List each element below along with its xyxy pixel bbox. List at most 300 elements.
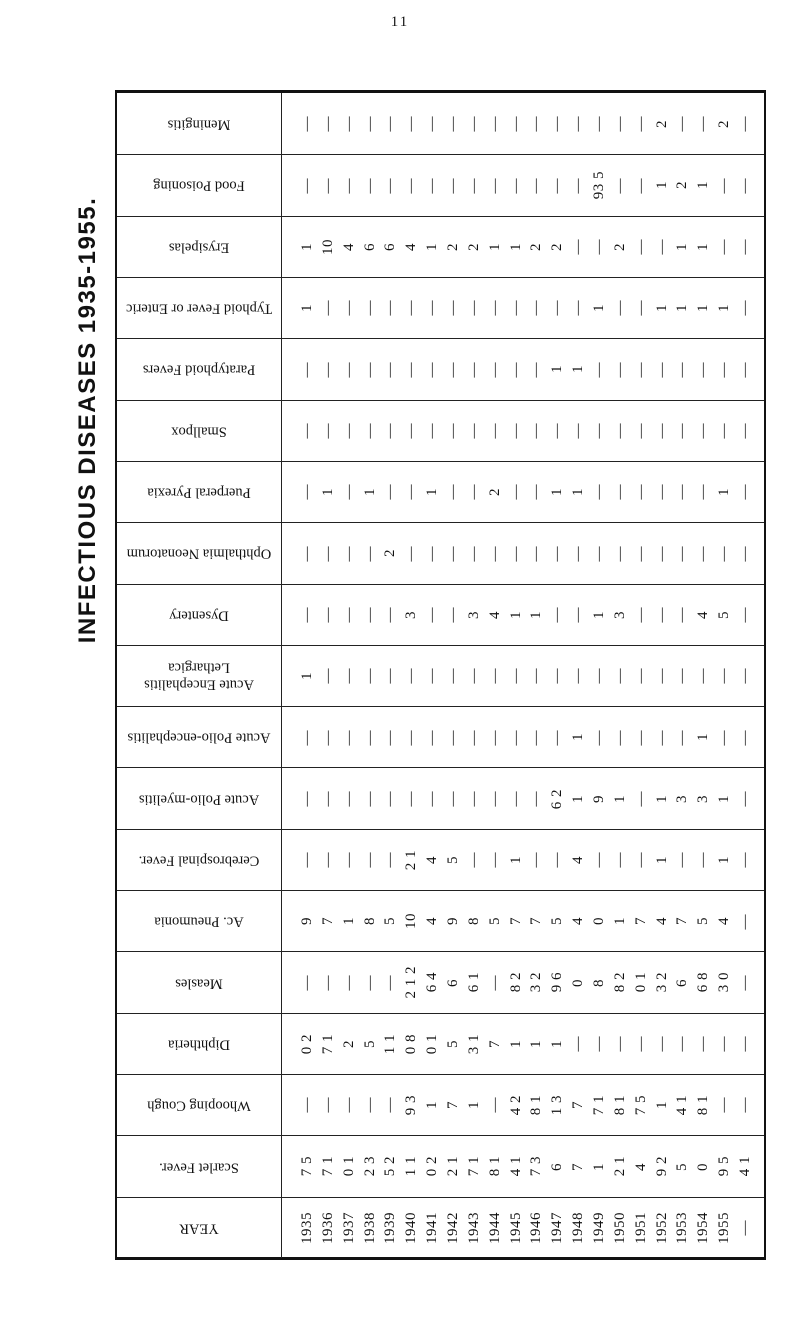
row-header [117,830,282,890]
row-cells [297,523,756,583]
table-cell [569,93,589,154]
table-cell [736,1198,756,1258]
table-cell [423,155,443,215]
row-header [117,93,282,154]
table-cell [402,768,422,828]
table-cell [464,217,484,277]
table-cell [610,646,630,706]
cell-value: — [716,1097,733,1113]
table-cell [339,217,359,277]
table-cell [339,768,359,828]
cell-value: — [695,115,712,132]
cell-value: — [549,422,566,439]
table-cell [464,768,484,828]
cell-value: 2 [486,488,503,497]
table-cell [485,278,505,338]
table-cell [736,707,756,767]
table-cell [443,217,463,277]
cell-value: 7 [674,917,691,926]
cell-value: — [591,1036,608,1052]
cell-value: — [611,1036,628,1052]
table-cell [339,830,359,890]
table-cell [464,462,484,522]
cell-value: 1939 [382,1211,399,1244]
table-cell [736,830,756,890]
cell-value: 9 3 [403,1095,420,1116]
cell-value: 6 [382,242,399,251]
table-cell [673,891,693,951]
cell-value: — [591,484,608,500]
table-cell [297,401,317,461]
row-header [117,585,282,645]
table-cell [485,952,505,1012]
table-cell [381,1075,401,1135]
row-header-label: Food Poisoning [153,177,245,194]
table-cell [443,1136,463,1196]
table-cell [610,768,630,828]
row-header [117,891,282,951]
cell-value: — [632,545,649,562]
cell-value: — [319,852,336,868]
cell-value: — [632,361,649,378]
cell-value: 4 [570,917,587,926]
row-cells [297,768,756,828]
cell-value: 2 1 [444,1156,461,1177]
table-cell [464,1014,484,1074]
cell-value: 1936 [319,1211,336,1244]
table-cell [631,707,651,767]
table-cell [527,1198,547,1258]
table-cell [318,585,338,645]
table-cell [569,523,589,583]
cell-value: 10 [319,238,336,255]
table-cell [736,278,756,338]
table-cell [485,891,505,951]
row-header-label: Meningitis [167,115,231,132]
table-cell [694,339,714,399]
cell-value: — [549,545,566,562]
table-cell [715,891,735,951]
cell-value: — [403,361,420,378]
cell-value: — [361,790,378,807]
table-cell [402,401,422,461]
row-header-label: Paratyphoid Fevers [142,361,256,378]
table-cell [736,1014,756,1074]
cell-value: — [465,790,482,807]
table-cell [318,952,338,1012]
cell-value: 1 [298,242,315,251]
cell-value: — [591,361,608,378]
row-cells [297,646,756,706]
cell-value: 1 [549,1039,566,1048]
cell-value: — [611,300,628,316]
cell-value: — [340,729,357,746]
row-header-label: Erysipelas [168,239,230,256]
cell-value: 3 2 [653,972,670,993]
table-cell [485,830,505,890]
cell-value: 5 [444,855,461,864]
table-cell [402,523,422,583]
cell-value: — [570,545,587,562]
table-cell [485,646,505,706]
table-cell [590,585,610,645]
cell-value: 8 1 [528,1095,545,1116]
table-cell [694,1136,714,1196]
cell-value: — [382,115,399,132]
table-cell [464,830,484,890]
table-cell [297,1075,317,1135]
table-cell [569,952,589,1012]
table-cell [673,830,693,890]
cell-value: 8 [361,917,378,926]
cell-value: 1 [611,794,628,803]
table-cell [443,1075,463,1135]
cell-value: — [695,668,712,684]
table-cell [506,1198,526,1258]
cell-value: — [570,422,587,439]
table-row [117,1013,764,1074]
cell-value: — [382,361,399,378]
table-cell [694,523,714,583]
cell-value: 8 2 [611,972,628,993]
table-cell [381,339,401,399]
cell-value: — [632,852,649,868]
table-cell [527,891,547,951]
cell-value: 4 2 [507,1095,524,1116]
cell-value: 1 [716,304,733,313]
cell-value: — [340,422,357,439]
cell-value: 5 [549,917,566,926]
cell-value: 3 [695,794,712,803]
cell-value: — [465,361,482,378]
table-cell [715,768,735,828]
table-cell [423,1075,443,1135]
cell-value: 2 [382,549,399,558]
table-cell [464,891,484,951]
table-cell [652,585,672,645]
cell-value: — [591,115,608,132]
row-header [117,1198,282,1258]
cell-value: 8 [591,978,608,987]
cell-value: — [507,790,524,807]
cell-value: — [653,545,670,562]
table-cell [527,155,547,215]
table-cell [631,1198,651,1258]
table-cell [631,217,651,277]
table-cell [694,952,714,1012]
row-header-label: Smallpox [171,423,227,440]
table-cell [736,646,756,706]
cell-value: 9 [591,794,608,803]
cell-value: — [361,729,378,746]
table-cell [694,830,714,890]
cell-value: — [737,300,754,316]
table-cell [715,1014,735,1074]
cell-value: — [340,668,357,684]
cell-value: — [319,668,336,684]
table-cell [527,707,547,767]
table-cell [485,1075,505,1135]
cell-value: — [403,484,420,500]
row-header-label: Ophthalmia Neonatorum [126,545,272,562]
cell-value: 6 [361,242,378,251]
row-header [117,339,282,399]
table-cell [569,768,589,828]
table-cell [402,93,422,154]
cell-value: — [674,545,691,562]
table-cell [360,155,380,215]
table-cell [297,952,317,1012]
cell-value: 2 [549,242,566,251]
table-cell [610,1198,630,1258]
table-cell [485,768,505,828]
table-cell [464,155,484,215]
table-cell [443,585,463,645]
cell-value: — [716,729,733,746]
cell-value: — [611,361,628,378]
table-cell [548,278,568,338]
cell-value: — [444,484,461,500]
cell-value: — [298,177,315,194]
table-cell [381,830,401,890]
table-cell [610,585,630,645]
table-cell [715,585,735,645]
table-cell [485,339,505,399]
table-cell [548,155,568,215]
cell-value: — [549,606,566,623]
table-cell [464,585,484,645]
table-cell [402,217,422,277]
cell-value: — [591,729,608,746]
cell-value: — [591,545,608,562]
cell-value: — [486,729,503,746]
table-cell [652,768,672,828]
table-cell [548,830,568,890]
cell-value: 1935 [298,1211,315,1244]
cell-value: — [528,177,545,194]
table-cell [694,646,714,706]
table-cell [569,339,589,399]
table-cell [360,768,380,828]
table-cell [569,1198,589,1258]
cell-value: 3 [611,610,628,619]
cell-value: — [382,852,399,868]
table-cell [527,1075,547,1135]
table-cell [360,339,380,399]
table-cell [506,830,526,890]
cell-value: 1 [549,365,566,374]
table-cell [527,278,547,338]
table-cell [318,401,338,461]
cell-value: — [486,300,503,316]
cell-value: — [444,300,461,316]
cell-value: — [403,668,420,684]
table-cell [318,93,338,154]
table-cell [736,93,756,154]
cell-value: 4 [716,917,733,926]
cell-value: 1 [507,855,524,864]
cell-value: — [632,239,649,255]
cell-value: — [632,484,649,500]
table-cell [339,462,359,522]
cell-value: — [444,729,461,746]
table-cell [381,585,401,645]
table-cell [610,523,630,583]
cell-value: 1 [549,488,566,497]
cell-value: — [528,361,545,378]
cell-value: — [611,422,628,439]
cell-value: — [716,545,733,562]
table-cell [652,1014,672,1074]
cell-value: — [382,974,399,991]
cell-value: — [737,852,754,868]
table-cell [381,646,401,706]
table-cell [318,768,338,828]
table-cell [736,217,756,277]
cell-value: — [549,300,566,316]
table-cell [631,339,651,399]
row-cells [297,401,756,461]
table-cell [423,1136,443,1196]
cell-value: — [549,668,566,684]
table-cell [631,278,651,338]
cell-value: — [486,790,503,807]
table-cell [339,1136,359,1196]
cell-value: — [319,790,336,807]
cell-value: — [465,300,482,316]
table-cell [673,339,693,399]
table-cell [610,1136,630,1196]
table-cell [402,278,422,338]
cell-value: 1955 [716,1211,733,1244]
cell-value: — [632,668,649,684]
cell-value: 1 [591,1162,608,1171]
cell-value: 8 1 [486,1156,503,1177]
table-cell [381,155,401,215]
table-cell [464,401,484,461]
table-cell [297,93,317,154]
table-cell [694,278,714,338]
cell-value: 1953 [674,1211,691,1244]
table-cell [715,155,735,215]
cell-value: — [340,974,357,991]
cell-value: — [340,790,357,807]
table-cell [381,93,401,154]
table-cell [673,1075,693,1135]
cell-value: — [382,422,399,439]
table-cell [402,339,422,399]
cell-value: 1951 [632,1211,649,1244]
table-cell [590,1136,610,1196]
table-cell [673,1014,693,1074]
table-cell [506,707,526,767]
table-cell [443,830,463,890]
cell-value: 7 5 [298,1156,315,1177]
cell-value: 1 [528,1039,545,1048]
table-cell [443,707,463,767]
table-row [117,1135,764,1196]
cell-value: — [716,361,733,378]
table-cell [694,1198,714,1258]
cell-value: — [737,239,754,255]
cell-value: 1 [695,242,712,251]
table-cell [339,707,359,767]
cell-value: 1 [653,304,670,313]
cell-value: — [653,606,670,623]
table-cell [631,155,651,215]
table-cell [297,217,317,277]
cell-value: 1 1 [382,1033,399,1055]
cell-value: 1 [653,181,670,190]
cell-value: — [570,1036,587,1052]
cell-value: — [298,484,315,500]
cell-value: — [716,1036,733,1052]
table-row [117,400,764,461]
table-cell [506,1136,526,1196]
cell-value: — [465,729,482,746]
cell-value: 7 [528,917,545,926]
table-cell [736,339,756,399]
cell-value: — [424,300,441,316]
cell-value: 5 [361,1039,378,1048]
cell-value: — [632,422,649,439]
row-header [117,523,282,583]
table-row [117,951,764,1012]
cell-value: 1946 [528,1211,545,1244]
table-cell [548,1075,568,1135]
table-cell [360,952,380,1012]
cell-value: — [403,422,420,439]
table-cell [548,1198,568,1258]
row-cells [297,339,756,399]
table-cell [381,707,401,767]
cell-value: 1 [298,671,315,680]
cell-value: 1 [570,365,587,374]
table-cell [360,1136,380,1196]
cell-value: — [716,239,733,255]
cell-value: — [737,729,754,746]
table-cell [673,523,693,583]
table-cell [548,646,568,706]
cell-value: — [298,790,315,807]
table-cell [590,1014,610,1074]
cell-value: — [737,545,754,562]
cell-value: — [340,852,357,868]
table-cell [464,523,484,583]
cell-value: 6 4 [424,972,441,993]
table-cell [694,707,714,767]
table-cell [485,462,505,522]
table-cell [736,1075,756,1135]
cell-value: — [674,484,691,500]
table-cell [715,830,735,890]
table-cell [652,217,672,277]
table-cell [652,830,672,890]
cell-value: 1 [716,488,733,497]
table-cell [569,1014,589,1074]
table-cell [318,830,338,890]
cell-value: — [632,790,649,807]
table-cell [569,401,589,461]
row-header [117,217,282,277]
cell-value: — [298,606,315,623]
cell-value: — [465,852,482,868]
cell-value: 0 1 [632,972,649,993]
table-cell [381,891,401,951]
table-cell [402,1014,422,1074]
table-cell [485,155,505,215]
table-cell [527,93,547,154]
